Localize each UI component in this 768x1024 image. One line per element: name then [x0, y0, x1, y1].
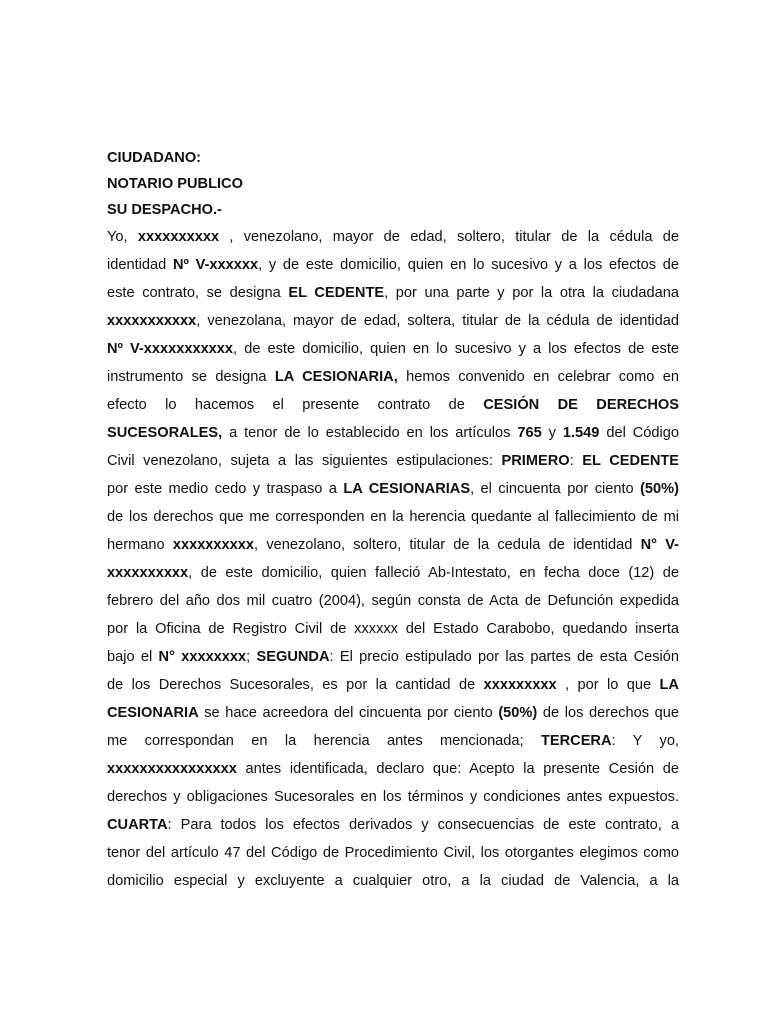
text-run: febrero del año dos mil cuatro (2004), según consta de Acta de Defunción expedida: [107, 593, 679, 609]
body-line: [107, 251, 679, 279]
body-line: [107, 335, 679, 363]
text-run: : El precio estipulado por las partes de esta Cesión: [329, 649, 679, 665]
addressee-office: SU DESPACHO.-: [107, 202, 222, 218]
text-run: , venezolano, soltero, titular de la cedula de identidad: [254, 537, 641, 553]
text-run: antes identificada, declaro que: Acepto la presente Cesión de: [236, 761, 679, 777]
text-run: : Y yo,: [611, 733, 679, 749]
bold-text-run: N° V-: [640, 537, 679, 553]
bold-text-run: xxxxxxxxxxx: [107, 313, 197, 329]
body-line: [107, 475, 679, 503]
text-run: domicilio especial y excluyente a cualquier otro, a la ciudad de Valencia, a la: [107, 873, 679, 889]
text-run: identidad: [107, 257, 173, 273]
bold-text-run: CESIONARIA: [107, 705, 199, 721]
bold-text-run: CUARTA: [107, 817, 168, 833]
body-line: [107, 391, 679, 419]
bold-text-run: xxxxxxxxxx: [107, 565, 189, 581]
contract-body: [107, 223, 679, 895]
text-run: me correspondan en la herencia antes mencionada;: [107, 733, 541, 749]
body-line: [107, 363, 679, 391]
text-run: hermano: [107, 537, 173, 553]
text-run: ;: [246, 649, 257, 665]
bold-text-run: (50%): [498, 705, 538, 721]
bold-text-run: (50%): [640, 481, 679, 497]
bold-text-run: LA: [659, 677, 679, 693]
body-line: [107, 867, 679, 895]
text-run: de los Derechos Sucesorales, es por la cantidad de: [107, 677, 484, 693]
body-line: [107, 587, 679, 615]
text-run: este contrato, se designa: [107, 285, 289, 301]
bold-text-run: N° xxxxxxxx: [158, 649, 247, 665]
text-run: se hace acreedora del cincuenta por ciento: [198, 705, 499, 721]
text-run: a tenor de lo establecido en los artículos: [222, 425, 518, 441]
text-run: de los derechos que: [537, 705, 679, 721]
text-run: , y de este domicilio, quien en lo sucesivo y a los efectos de: [258, 257, 679, 273]
text-run: Civil venezolano, sujeta a las siguientes estipulaciones:: [107, 453, 502, 469]
bold-text-run: SEGUNDA: [256, 649, 330, 665]
text-run: , venezolano, mayor de edad, soltero, titular de la cédula de: [219, 229, 679, 245]
bold-text-run: xxxxxxxxxxxxxxxx: [107, 761, 237, 777]
body-line: [107, 559, 679, 587]
body-line: [107, 307, 679, 335]
body-line: [107, 223, 679, 251]
body-line: [107, 811, 679, 839]
bold-text-run: PRIMERO: [501, 453, 570, 469]
body-line: [107, 755, 679, 783]
bold-text-run: 1.549: [562, 425, 600, 441]
text-run: , de este domicilio, quien en lo sucesivo y a los efectos de este: [233, 341, 679, 357]
text-run: , por lo que: [556, 677, 660, 693]
bold-text-run: EL CEDENTE: [288, 285, 385, 301]
text-run: :: [569, 453, 583, 469]
text-run: por la Oficina de Registro Civil de xxxxxx del Estado Carabobo, quedando inserta: [107, 621, 679, 637]
text-run: derechos y obligaciones Sucesorales en los términos y condiciones antes expuestos.: [107, 789, 679, 805]
text-run: instrumento se designa: [107, 369, 275, 385]
text-run: de los derechos que me corresponden en la herencia quedante al fallecimiento de mi: [107, 509, 679, 525]
text-run: tenor del artículo 47 del Código de Procedimiento Civil, los otorgantes elegimos como: [107, 845, 679, 861]
body-line: [107, 279, 679, 307]
bold-text-run: SUCESORALES,: [107, 425, 223, 441]
letter-text: [107, 145, 679, 895]
body-line: [107, 839, 679, 867]
bold-text-run: 765: [517, 425, 542, 441]
bold-text-run: xxxxxxxxxx: [172, 537, 255, 553]
text-run: hemos convenido en celebrar como en: [397, 369, 679, 385]
body-line: [107, 783, 679, 811]
bold-text-run: LA CESIONARIAS: [343, 481, 471, 497]
text-run: : Para todos los efectos derivados y consecuencias de este contrato, a: [167, 817, 679, 833]
text-run: , de este domicilio, quien falleció Ab-Intestato, en fecha doce (12) de: [188, 565, 679, 581]
bold-text-run: TERCERA: [540, 733, 612, 749]
text-run: por este medio cedo y traspaso a: [107, 481, 344, 497]
body-line: [107, 419, 679, 447]
bold-text-run: LA CESIONARIA,: [274, 369, 398, 385]
addressee-line: CIUDADANO:: [107, 150, 202, 166]
body-line: [107, 727, 679, 755]
body-line: [107, 615, 679, 643]
body-line: [107, 643, 679, 671]
body-line: [107, 671, 679, 699]
bold-text-run: EL CEDENTE: [582, 453, 679, 469]
text-run: , por una parte y por la otra la ciudadana: [384, 285, 679, 301]
body-line: [107, 699, 679, 727]
bold-text-run: Nº V-xxxxxxxxxxx: [107, 341, 234, 357]
text-run: , venezolana, mayor de edad, soltera, titular de la cédula de identidad: [196, 313, 679, 329]
bold-text-run: Nº V-xxxxxx: [172, 257, 259, 273]
addressee-title: NOTARIO PUBLICO: [107, 176, 243, 192]
bold-text-run: xxxxxxxxx: [483, 677, 557, 693]
text-run: bajo el: [107, 649, 159, 665]
body-line: [107, 447, 679, 475]
text-run: efecto lo hacemos el presente contrato de: [107, 397, 484, 413]
body-line: [107, 503, 679, 531]
text-run: del Código: [599, 425, 679, 441]
bold-text-run: CESIÓN DE DERECHOS: [483, 397, 679, 413]
body-line: [107, 531, 679, 559]
bold-text-run: xxxxxxxxxx: [137, 229, 220, 245]
text-run: , el cincuenta por ciento: [470, 481, 641, 497]
text-run: y: [541, 425, 563, 441]
text-run: Yo,: [107, 229, 138, 245]
